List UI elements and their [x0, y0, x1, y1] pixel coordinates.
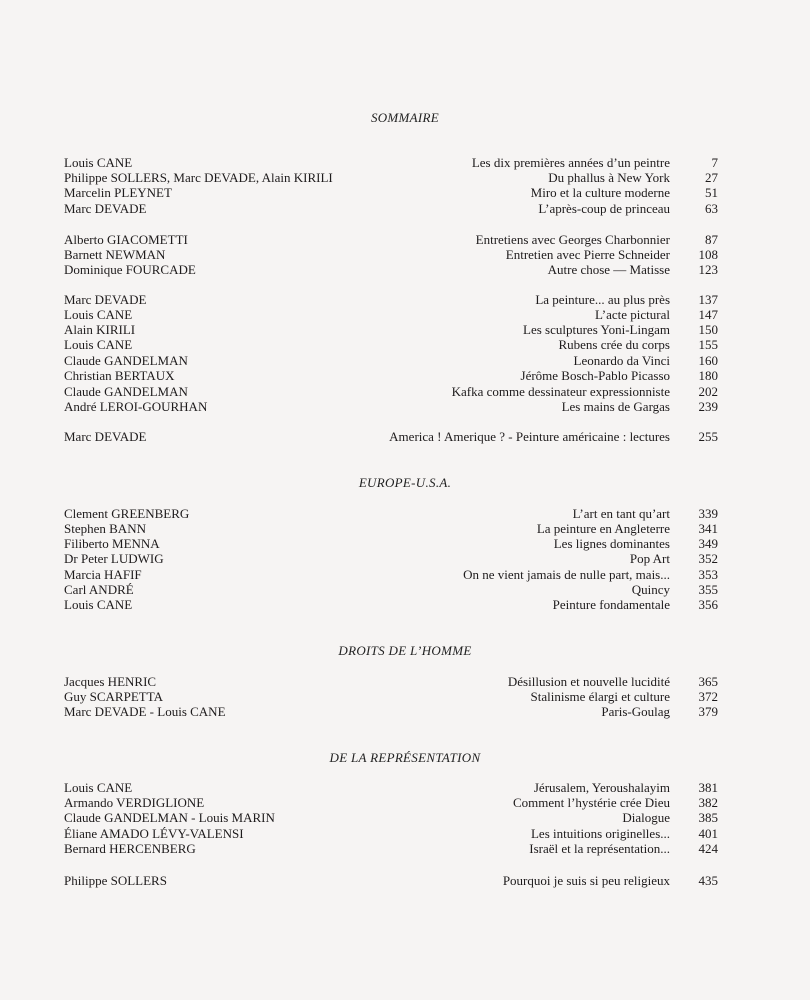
- toc-entry: [0, 353, 810, 369]
- entry-author: Philippe SOLLERS: [64, 873, 167, 888]
- entry-title: La peinture en Angleterre: [536, 521, 670, 536]
- entry-title: Dialogue: [622, 810, 670, 825]
- entry-author: Louis CANE: [64, 597, 133, 612]
- entry-title: America ! Amerique ? - Peinture américaine : lectures: [389, 429, 670, 444]
- entry-author: Marcia HAFIF: [64, 567, 142, 582]
- section-heading: DE LA REPRÉSENTATION: [329, 750, 481, 765]
- toc-entry: [0, 368, 810, 384]
- entry-title: Miro et la culture moderne: [530, 185, 670, 200]
- entry-author: Louis CANE: [64, 337, 133, 352]
- entry-page-number: 372: [698, 689, 718, 704]
- entry-page-number: 352: [698, 551, 718, 566]
- section-heading: SOMMAIRE: [370, 110, 440, 125]
- entry-author: Claude GANDELMAN: [64, 353, 188, 368]
- entry-author: André LEROI-GOURHAN: [64, 399, 208, 414]
- entry-author: Dominique FOURCADE: [64, 262, 196, 277]
- entry-title: Les lignes dominantes: [553, 536, 670, 551]
- toc-entry: [0, 841, 810, 857]
- entry-author: Louis CANE: [64, 780, 133, 795]
- entry-title: Les intuitions originelles...: [530, 826, 670, 841]
- entry-page-number: 382: [698, 795, 718, 810]
- entry-author: Éliane AMADO LÉVY-VALENSI: [64, 826, 244, 841]
- entry-page-number: 147: [698, 307, 718, 322]
- toc-entry: [0, 873, 810, 889]
- entry-title: La peinture... au plus près: [535, 292, 670, 307]
- entry-page-number: 356: [698, 597, 718, 612]
- entry-page-number: 51: [705, 185, 718, 200]
- entry-author: Marc DEVADE: [64, 201, 147, 216]
- entry-page-number: 239: [698, 399, 718, 414]
- toc-entry: [0, 582, 810, 598]
- toc-entry: [0, 247, 810, 263]
- entry-title: L’après-coup de princeau: [538, 201, 670, 216]
- toc-entry: [0, 567, 810, 583]
- entry-author: Claude GANDELMAN: [64, 384, 188, 399]
- entry-title: Les sculptures Yoni-Lingam: [523, 322, 670, 337]
- entry-page-number: 123: [698, 262, 718, 277]
- entry-author: Dr Peter LUDWIG: [64, 551, 164, 566]
- toc-entry: [0, 429, 810, 445]
- entry-page-number: 7: [711, 155, 718, 170]
- entry-author: Louis CANE: [64, 307, 133, 322]
- entry-author: Stephen BANN: [64, 521, 146, 536]
- entry-page-number: 353: [698, 567, 718, 582]
- entry-title: Entretiens avec Georges Charbonnier: [475, 232, 670, 247]
- entry-title: Quincy: [631, 582, 670, 597]
- entry-author: Marcelin PLEYNET: [64, 185, 172, 200]
- entry-page-number: 341: [698, 521, 718, 536]
- toc-entry: [0, 795, 810, 811]
- toc-entry: [0, 384, 810, 400]
- entry-title: Peinture fondamentale: [552, 597, 670, 612]
- toc-entry: [0, 262, 810, 278]
- entry-title: Paris-Goulag: [601, 704, 670, 719]
- section-heading: DROITS DE L’HOMME: [338, 643, 472, 658]
- toc-entry: [0, 674, 810, 690]
- section-heading: EUROPE-U.S.A.: [358, 475, 452, 490]
- toc-entry: [0, 551, 810, 567]
- entry-title: Jérusalem, Yeroushalayim: [533, 780, 670, 795]
- entry-page-number: 435: [698, 873, 718, 888]
- toc-entry: [0, 155, 810, 171]
- entry-page-number: 381: [698, 780, 718, 795]
- entry-author: Jacques HENRIC: [64, 674, 157, 689]
- entry-title: Entretien avec Pierre Schneider: [505, 247, 670, 262]
- entry-title: On ne vient jamais de nulle part, mais...: [463, 567, 670, 582]
- toc-entry: [0, 704, 810, 720]
- entry-page-number: 27: [705, 170, 718, 185]
- entry-title: Comment l’hystérie crée Dieu: [512, 795, 670, 810]
- entry-page-number: 150: [698, 322, 718, 337]
- toc-entry: [0, 399, 810, 415]
- entry-page-number: 155: [698, 337, 718, 352]
- toc-entry: [0, 506, 810, 522]
- entry-author: Barnett NEWMAN: [64, 247, 166, 262]
- toc-entry: [0, 597, 810, 613]
- entry-title: Pourquoi je suis si peu religieux: [502, 873, 670, 888]
- entry-page-number: 63: [705, 201, 718, 216]
- entry-author: Alberto GIACOMETTI: [64, 232, 188, 247]
- entry-author: Marc DEVADE: [64, 292, 147, 307]
- entry-author: Marc DEVADE: [64, 429, 147, 444]
- entry-page-number: 255: [698, 429, 718, 444]
- entry-author: Guy SCARPETTA: [64, 689, 163, 704]
- toc-entry: [0, 170, 810, 186]
- entry-page-number: 137: [698, 292, 718, 307]
- entry-page-number: 424: [698, 841, 718, 856]
- entry-author: Marc DEVADE - Louis CANE: [64, 704, 226, 719]
- entry-author: Carl ANDRÉ: [64, 582, 134, 597]
- entry-title: Désillusion et nouvelle lucidité: [507, 674, 670, 689]
- toc-entry: [0, 689, 810, 705]
- entry-page-number: 180: [698, 368, 718, 383]
- toc-entry: [0, 201, 810, 217]
- entry-author: Filiberto MENNA: [64, 536, 160, 551]
- entry-title: Les mains de Gargas: [561, 399, 670, 414]
- entry-title: Jérôme Bosch-Pablo Picasso: [520, 368, 670, 383]
- toc-entry: [0, 536, 810, 552]
- entry-author: Alain KIRILI: [64, 322, 136, 337]
- entry-title: Pop Art: [629, 551, 670, 566]
- entry-page-number: 339: [698, 506, 718, 521]
- entry-page-number: 349: [698, 536, 718, 551]
- toc-entry: [0, 826, 810, 842]
- toc-entry: [0, 780, 810, 796]
- toc-entry: [0, 337, 810, 353]
- toc-entry: [0, 810, 810, 826]
- entry-page-number: 108: [698, 247, 718, 262]
- entry-title: Stalinisme élargi et culture: [530, 689, 670, 704]
- entry-author: Louis CANE: [64, 155, 133, 170]
- toc-entry: [0, 322, 810, 338]
- entry-page-number: 160: [698, 353, 718, 368]
- entry-title: L’art en tant qu’art: [572, 506, 670, 521]
- toc-entry: [0, 521, 810, 537]
- entry-author: Christian BERTAUX: [64, 368, 175, 383]
- entry-title: Autre chose — Matisse: [547, 262, 670, 277]
- entry-page-number: 379: [698, 704, 718, 719]
- toc-entry: [0, 232, 810, 248]
- entry-author: Clement GREENBERG: [64, 506, 190, 521]
- entry-page-number: 385: [698, 810, 718, 825]
- entry-title: Leonardo da Vinci: [573, 353, 670, 368]
- entry-author: Claude GANDELMAN - Louis MARIN: [64, 810, 275, 825]
- entry-page-number: 365: [698, 674, 718, 689]
- entry-page-number: 355: [698, 582, 718, 597]
- entry-author: Armando VERDIGLIONE: [64, 795, 205, 810]
- entry-author: Philippe SOLLERS, Marc DEVADE, Alain KIRILI: [64, 170, 333, 185]
- toc-entry: [0, 185, 810, 201]
- toc-entry: [0, 292, 810, 308]
- entry-title: Israël et la représentation...: [529, 841, 670, 856]
- entry-page-number: 401: [698, 826, 718, 841]
- entry-title: L’acte pictural: [595, 307, 670, 322]
- entry-page-number: 202: [698, 384, 718, 399]
- entry-title: Du phallus à New York: [548, 170, 670, 185]
- entry-title: Rubens crée du corps: [558, 337, 670, 352]
- entry-title: Kafka comme dessinateur expressionniste: [451, 384, 670, 399]
- entry-title: Les dix premières années d’un peintre: [471, 155, 670, 170]
- entry-author: Bernard HERCENBERG: [64, 841, 196, 856]
- entry-page-number: 87: [705, 232, 718, 247]
- toc-entry: [0, 307, 810, 323]
